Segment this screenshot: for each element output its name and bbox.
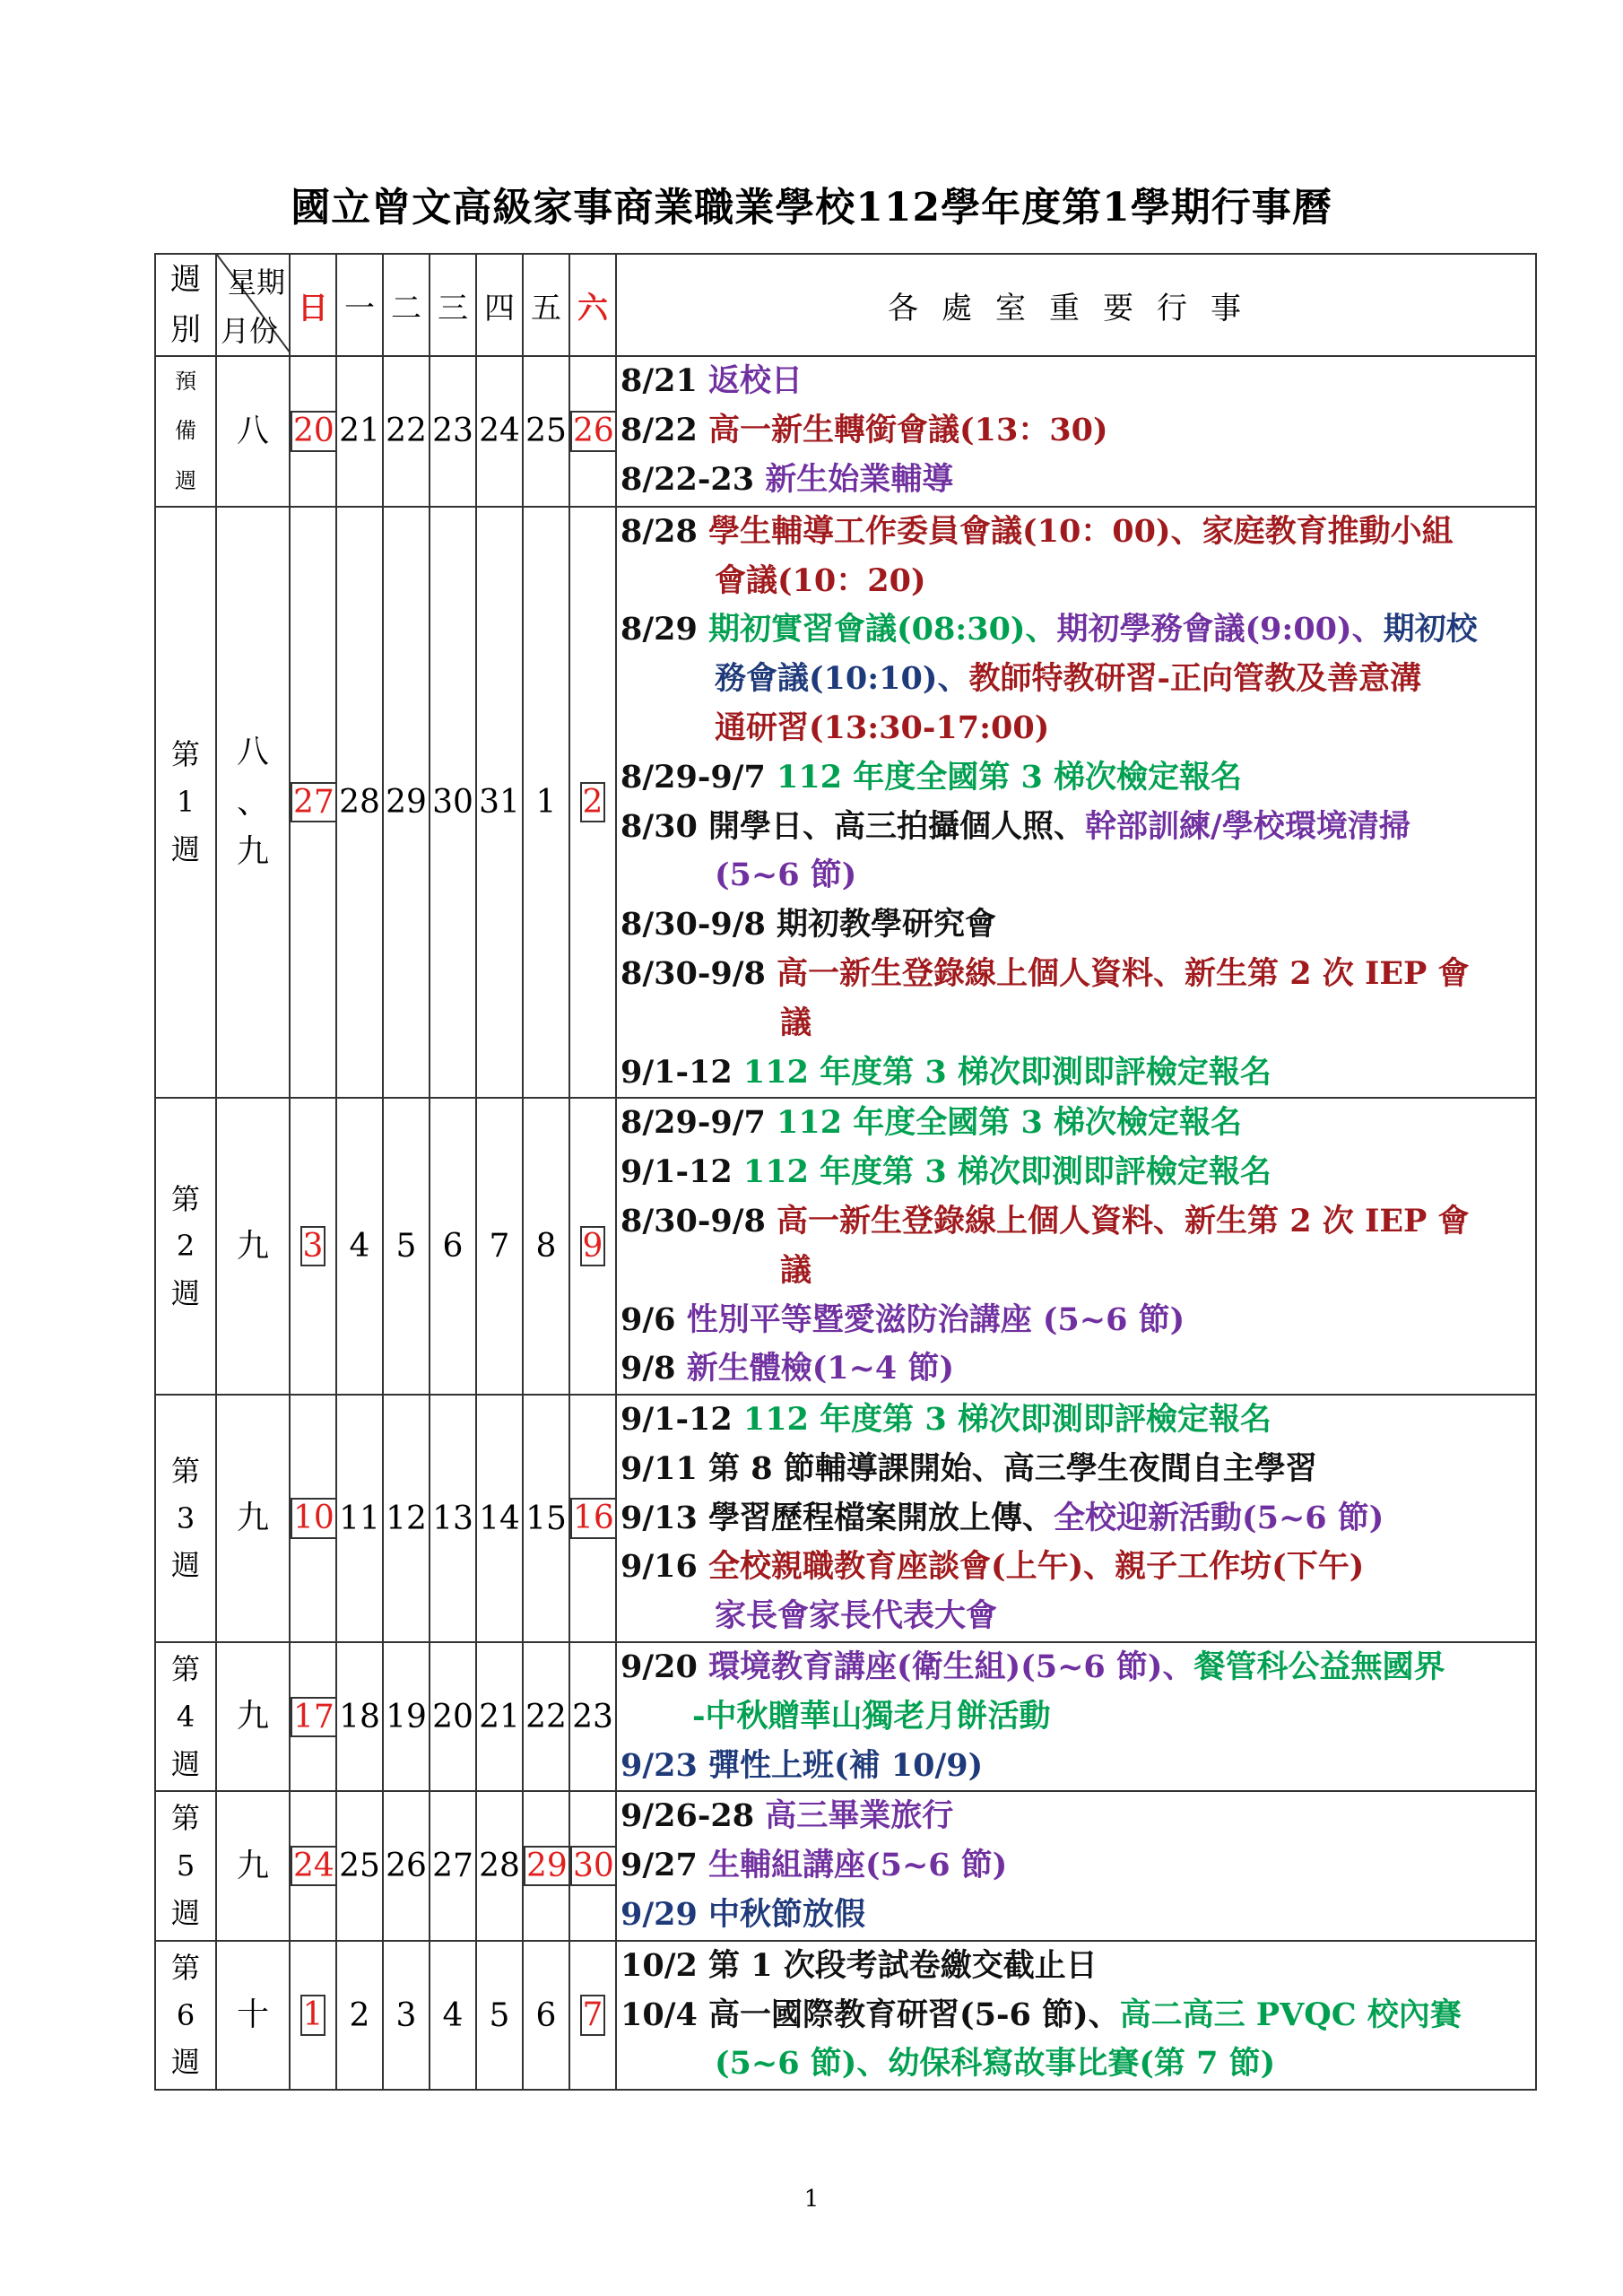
event-line — [621, 851, 1535, 900]
week-label-char: 第 — [170, 1801, 200, 1836]
week-row — [155, 1395, 1536, 1642]
event-line — [621, 1148, 1535, 1197]
event-text: -中秋贈華山獨老月餅活動 — [692, 1697, 1051, 1735]
event-text: 112 年度第 3 梯次即測即評檢定報名 — [742, 1153, 1271, 1191]
date-number: 23 — [572, 1698, 613, 1735]
date-number: 17 — [291, 1697, 337, 1737]
event-line — [621, 456, 1535, 505]
week-label-char: 週 — [170, 1746, 200, 1781]
event-line — [621, 1197, 1535, 1247]
month-char: 十 — [236, 1996, 269, 2034]
week-row — [155, 1098, 1536, 1395]
date-cell — [569, 1395, 616, 1642]
event-text: 9/1-12 — [621, 1153, 743, 1191]
date-number: 7 — [489, 1228, 510, 1265]
date-cell — [569, 1098, 616, 1395]
date-number: 24 — [479, 413, 520, 450]
date-cell — [383, 1941, 430, 2090]
event-text: 高一新生轉銜會議(13：30) — [708, 411, 1108, 448]
date-cell — [569, 507, 616, 1099]
date-number: 16 — [570, 1498, 617, 1538]
date-cell — [476, 507, 523, 1099]
date-cell — [523, 356, 569, 507]
date-cell — [383, 1642, 430, 1791]
events-cell — [616, 1941, 1536, 2090]
event-text: 務會議(10:10)、 — [715, 660, 969, 698]
date-number: 30 — [570, 1846, 617, 1886]
event-text: (5~6 節)、幼保科寫故事比賽(第 7 節) — [715, 2045, 1276, 2083]
event-text: 8/28 — [621, 512, 709, 550]
events-cell — [616, 1098, 1536, 1395]
week-label-char: 第 — [170, 737, 200, 772]
week-header-bottom: 別 — [170, 312, 201, 349]
event-text: 9/16 — [621, 1548, 709, 1586]
week-label — [155, 1941, 216, 2090]
date-number: 26 — [570, 411, 617, 451]
event-text: 環境教育講座(衛生組)(5~6 節)、 — [708, 1648, 1194, 1686]
week-label — [155, 1791, 216, 1940]
event-text: 10/2 第 1 次段考試卷繳交截止日 — [621, 1946, 1098, 1984]
date-number: 4 — [442, 1996, 464, 2034]
date-cell — [290, 1642, 336, 1791]
event-text: 9/6 — [621, 1300, 687, 1338]
date-cell — [383, 1098, 430, 1395]
date-number: 2 — [580, 782, 606, 822]
date-cell — [336, 1642, 383, 1791]
week-label-char: 預 — [175, 369, 196, 395]
month-char: 九 — [236, 1500, 269, 1537]
event-text: 8/22-23 — [621, 460, 766, 498]
date-number: 21 — [339, 413, 380, 450]
event-text: 高三畢業旅行 — [765, 1797, 954, 1835]
event-line — [621, 1942, 1535, 1991]
event-text: 8/21 — [621, 362, 709, 400]
event-line — [621, 1742, 1535, 1791]
weekday-month-header — [216, 254, 290, 356]
event-text: 返校日 — [708, 362, 803, 400]
date-number: 12 — [386, 1500, 427, 1537]
date-cell — [523, 1941, 569, 2090]
event-text: 112 年度第 3 梯次即測即評檢定報名 — [742, 1053, 1271, 1091]
date-cell — [430, 1395, 476, 1642]
event-text: 9/26-28 — [621, 1797, 766, 1835]
event-line — [621, 1296, 1535, 1345]
month-cell — [216, 1098, 290, 1395]
week-label-char: 6 — [176, 1997, 195, 2032]
day-header-sat: 六 — [569, 254, 616, 356]
event-text: 期初校 — [1383, 611, 1478, 648]
date-cell — [476, 1642, 523, 1791]
header-row — [155, 254, 1536, 356]
event-line — [621, 753, 1535, 803]
event-text: 9/1-12 — [621, 1401, 743, 1439]
date-cell — [336, 1791, 383, 1940]
week-label-char: 第 — [170, 1181, 200, 1216]
event-text: 8/30 開學日、高三拍攝個人照、 — [621, 807, 1086, 845]
event-text: 高一新生登錄線上個人資料、新生第 2 次 IEP 會 — [777, 954, 1470, 992]
week-label — [155, 356, 216, 507]
date-cell — [523, 507, 569, 1099]
date-cell — [523, 1791, 569, 1940]
event-text: 性別平等暨愛滋防治講座 (5~6 節) — [686, 1300, 1185, 1338]
date-cell — [430, 507, 476, 1099]
date-cell — [336, 1941, 383, 2090]
month-cell — [216, 356, 290, 507]
event-line — [621, 1891, 1535, 1940]
week-row — [155, 1791, 1536, 1940]
week-label-char: 4 — [176, 1699, 195, 1734]
date-number: 13 — [432, 1500, 473, 1537]
event-text: 8/30-9/8 — [621, 954, 777, 992]
week-row — [155, 507, 1536, 1099]
date-cell — [523, 1098, 569, 1395]
event-text: 8/29 — [621, 611, 709, 648]
date-number: 6 — [535, 1996, 557, 2034]
week-label — [155, 1395, 216, 1642]
event-line — [621, 605, 1535, 655]
event-text: 生輔組講座(5~6 節) — [708, 1847, 1008, 1884]
event-text: 幹部訓練/學校環境清掃 — [1085, 807, 1410, 845]
date-cell — [336, 356, 383, 507]
date-cell — [383, 1395, 430, 1642]
date-cell — [476, 1395, 523, 1642]
event-line — [621, 2039, 1535, 2089]
date-cell — [476, 1098, 523, 1395]
event-line — [621, 508, 1535, 557]
day-header-mon: 一 — [336, 254, 383, 356]
events-cell — [616, 356, 1536, 507]
event-text: 新生體檢(1~4 節) — [686, 1350, 955, 1387]
event-line — [621, 1247, 1535, 1296]
month-char: 八 — [236, 733, 269, 770]
date-number: 10 — [291, 1498, 337, 1538]
event-line — [621, 1792, 1535, 1841]
event-text: 9/1-12 — [621, 1053, 743, 1091]
date-number: 5 — [395, 1228, 417, 1265]
week-label-char: 第 — [170, 1652, 200, 1687]
month-cell — [216, 1941, 290, 2090]
date-cell — [569, 1642, 616, 1791]
month-char: 九 — [236, 1847, 269, 1884]
date-number: 23 — [432, 413, 473, 450]
date-number: 22 — [386, 413, 427, 450]
event-line — [621, 1099, 1535, 1148]
event-text: 教師特教研習-正向管教及善意溝 — [968, 660, 1421, 698]
date-cell — [569, 1791, 616, 1940]
event-line — [621, 557, 1535, 606]
week-header-top: 週 — [170, 262, 201, 298]
week-label-char: 週 — [170, 1896, 200, 1931]
month-char: 九 — [236, 1698, 269, 1735]
week-row — [155, 356, 1536, 507]
date-number: 22 — [525, 1698, 567, 1735]
week-label — [155, 1098, 216, 1395]
day-header-fri: 五 — [523, 254, 569, 356]
date-cell — [383, 356, 430, 507]
date-number: 27 — [432, 1848, 473, 1885]
month-cell — [216, 1791, 290, 1940]
event-line — [621, 1543, 1535, 1592]
week-label-char: 1 — [176, 785, 195, 820]
date-number: 24 — [291, 1846, 337, 1886]
date-number: 5 — [489, 1996, 510, 2034]
date-cell — [290, 1395, 336, 1642]
event-text: 高一新生登錄線上個人資料、新生第 2 次 IEP 會 — [777, 1202, 1470, 1239]
date-number: 9 — [580, 1226, 606, 1266]
date-number: 8 — [535, 1228, 557, 1265]
date-cell — [430, 1642, 476, 1791]
week-label-char: 備 — [175, 418, 196, 444]
event-text: 8/22 — [621, 411, 709, 448]
date-number: 26 — [386, 1848, 427, 1885]
date-number: 14 — [479, 1500, 520, 1537]
date-cell — [290, 1941, 336, 2090]
event-text: 8/30-9/8 期初教學研究會 — [621, 906, 997, 944]
event-line — [621, 655, 1535, 704]
week-label-char: 第 — [170, 1453, 200, 1488]
month-char: 八 — [236, 413, 269, 450]
event-text: 新生始業輔導 — [765, 460, 954, 498]
event-line — [621, 803, 1535, 852]
event-text: 期初實習會議(08:30)、 — [708, 611, 1057, 648]
date-number: 30 — [432, 784, 473, 822]
event-text: 8/30-9/8 — [621, 1202, 777, 1239]
date-number: 25 — [339, 1848, 380, 1885]
event-text: 112 年度全國第 3 梯次檢定報名 — [777, 758, 1243, 796]
date-number: 1 — [300, 1995, 326, 2035]
month-char: 九 — [236, 1227, 269, 1265]
events-cell — [616, 507, 1536, 1099]
event-text: 9/13 學習歷程檔案開放上傳、 — [621, 1499, 1055, 1536]
event-text: 112 年度全國第 3 梯次檢定報名 — [777, 1104, 1243, 1142]
event-line — [621, 1445, 1535, 1494]
date-cell — [476, 356, 523, 507]
week-label-char: 週 — [175, 467, 196, 493]
date-cell — [336, 507, 383, 1099]
day-header-wed: 三 — [430, 254, 476, 356]
event-text: 高二高三 PVQC 校內賽 — [1119, 1996, 1462, 2033]
week-row — [155, 1642, 1536, 1791]
date-cell — [476, 1791, 523, 1940]
month-cell — [216, 507, 290, 1099]
events-cell — [616, 1791, 1536, 1940]
event-text: 9/8 — [621, 1350, 687, 1387]
date-number: 7 — [580, 1995, 606, 2035]
date-number: 29 — [524, 1846, 570, 1886]
date-cell — [569, 1941, 616, 2090]
event-text: 期初學務會議(9:00)、 — [1056, 611, 1384, 648]
events-cell — [616, 1642, 1536, 1791]
month-cell — [216, 1642, 290, 1791]
month-char: 、 — [236, 783, 269, 821]
event-line — [621, 406, 1535, 456]
month-label: 月份 — [221, 314, 279, 349]
event-text: 議 — [780, 1251, 812, 1289]
event-text: 全校迎新活動(5~6 節) — [1054, 1499, 1384, 1536]
date-number: 2 — [349, 1996, 370, 2034]
date-number: 28 — [479, 1848, 520, 1885]
date-number: 21 — [479, 1698, 520, 1735]
event-line — [621, 1692, 1535, 1742]
date-number: 18 — [339, 1698, 380, 1735]
week-label-char: 週 — [170, 1548, 200, 1583]
week-label-char: 週 — [170, 2045, 200, 2080]
week-label-char: 週 — [170, 831, 200, 866]
event-text: 9/11 第 8 節輔導課開始、高三學生夜間自主學習 — [621, 1449, 1317, 1487]
event-line — [621, 1494, 1535, 1544]
date-cell — [523, 1395, 569, 1642]
week-row — [155, 1941, 1536, 2090]
event-line — [621, 357, 1535, 406]
date-number: 19 — [386, 1698, 427, 1735]
date-cell — [430, 356, 476, 507]
day-header-thu: 四 — [476, 254, 523, 356]
event-text: 全校親職教育座談會(上午)、親子工作坊(下午) — [708, 1548, 1365, 1586]
date-number: 1 — [535, 784, 557, 822]
event-line — [621, 950, 1535, 999]
week-label — [155, 1642, 216, 1791]
date-cell — [430, 1941, 476, 2090]
month-cell — [216, 1395, 290, 1642]
date-cell — [290, 356, 336, 507]
date-number: 20 — [291, 411, 337, 451]
week-label-char: 3 — [176, 1500, 195, 1535]
day-header-sun: 日 — [290, 254, 336, 356]
event-text: 家長會家長代表大會 — [715, 1597, 998, 1635]
date-number: 4 — [349, 1228, 370, 1265]
event-line — [621, 1643, 1535, 1692]
event-text: 9/29 中秋節放假 — [621, 1896, 866, 1934]
page-title: 國立曾文高級家事商業職業學校112學年度第1學期行事曆 — [291, 185, 1332, 230]
weekday-label: 星期 — [227, 265, 285, 300]
week-label-char: 週 — [170, 1276, 200, 1311]
events-cell — [616, 1395, 1536, 1642]
date-cell — [430, 1791, 476, 1940]
date-cell — [569, 356, 616, 507]
date-number: 15 — [525, 1500, 567, 1537]
date-number: 25 — [525, 413, 567, 450]
date-cell — [336, 1395, 383, 1642]
event-line — [621, 999, 1535, 1048]
page-number: 1 — [803, 2186, 820, 2213]
event-line — [621, 1048, 1535, 1098]
event-line — [621, 704, 1535, 753]
date-number: 27 — [291, 782, 337, 822]
week-label-char: 2 — [176, 1229, 195, 1264]
event-text: 學生輔導工作委員會議(10：00)、家庭教育推動小組 — [708, 512, 1454, 550]
event-text: (5~6 節) — [715, 857, 857, 894]
event-line — [621, 1344, 1535, 1394]
event-text: 9/27 — [621, 1847, 709, 1884]
week-header — [155, 254, 216, 356]
date-cell — [290, 1098, 336, 1395]
event-text: 9/20 — [621, 1648, 709, 1686]
calendar-body — [155, 356, 1536, 2090]
event-text: 通研習(13:30-17:00) — [715, 709, 1050, 746]
week-label-char: 5 — [176, 1848, 195, 1883]
events-header: 各處室重要行事 — [616, 254, 1536, 356]
date-number: 6 — [442, 1228, 464, 1265]
calendar-table — [154, 253, 1537, 2091]
date-number: 29 — [386, 784, 427, 822]
date-number: 31 — [479, 784, 520, 822]
event-text: 餐管科公益無國界 — [1193, 1648, 1445, 1686]
event-text: 10/4 高一國際教育研習(5-6 節)、 — [621, 1996, 1120, 2033]
date-cell — [290, 507, 336, 1099]
event-text: 8/29-9/7 — [621, 758, 777, 796]
date-number: 3 — [300, 1226, 326, 1266]
event-line — [621, 1991, 1535, 2040]
event-line — [621, 1841, 1535, 1891]
date-cell — [383, 507, 430, 1099]
date-number: 20 — [432, 1698, 473, 1735]
date-cell — [290, 1791, 336, 1940]
day-header-tue: 二 — [383, 254, 430, 356]
event-text: 議 — [780, 1004, 812, 1041]
date-number: 11 — [339, 1500, 380, 1537]
event-line — [621, 900, 1535, 950]
week-label-char: 第 — [170, 1950, 200, 1985]
week-label — [155, 507, 216, 1099]
event-text: 112 年度第 3 梯次即測即評檢定報名 — [742, 1401, 1271, 1439]
date-number: 3 — [395, 1996, 417, 2034]
date-cell — [430, 1098, 476, 1395]
date-cell — [523, 1642, 569, 1791]
event-text: 9/23 彈性上班(補 10/9) — [621, 1746, 984, 1784]
date-number: 28 — [339, 784, 380, 822]
date-cell — [383, 1791, 430, 1940]
event-line — [621, 1396, 1535, 1445]
event-line — [621, 1592, 1535, 1641]
event-text: 會議(10：20) — [715, 561, 926, 599]
event-text: 8/29-9/7 — [621, 1104, 777, 1142]
month-char: 九 — [236, 833, 269, 871]
date-cell — [476, 1941, 523, 2090]
date-cell — [336, 1098, 383, 1395]
